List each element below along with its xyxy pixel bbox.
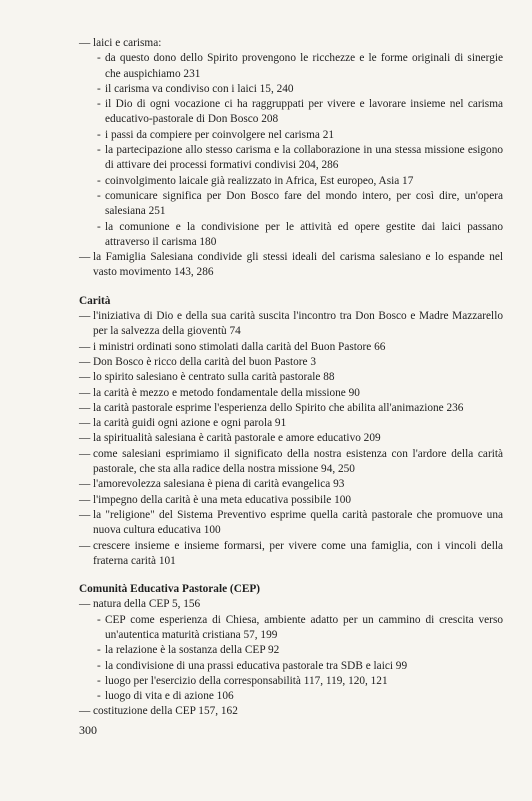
index-entry: — l'impegno della carità è una meta educativa possibile 100: [79, 493, 503, 508]
index-entry: — la carità è mezzo e metodo fondamentale della missione 90: [79, 386, 503, 401]
index-content: [79, 36, 503, 720]
section-heading: Comunità Educativa Pastorale (CEP): [79, 583, 261, 596]
index-entry: — l'amorevolezza salesiana è piena di carità evangelica 93: [79, 477, 503, 492]
index-entry: — la spiritualità salesiana è carità pastorale e amore educativo 209: [79, 431, 503, 446]
index-subentry: - luogo per l'esercizio della corresponsabilità 117, 119, 120, 121: [79, 674, 503, 689]
index-entry: — la "religione" del Sistema Preventivo esprime quella carità pastorale che promuove una nuova cultura educativa 100: [79, 508, 503, 539]
index-entry: — i ministri ordinati sono stimolati dalla carità del Buon Pastore 66: [79, 340, 503, 355]
index-subentry: - i passi da compiere per coinvolgere nel carisma 21: [79, 128, 503, 143]
index-subentry: - CEP come esperienza di Chiesa, ambiente adatto per un cammino di crescita verso un'autentica maturità cristiana 57, 199: [79, 613, 503, 644]
index-subentry: - la partecipazione allo stesso carisma e la collaborazione in una stessa missione esigono di attivare dei processi formativi condivisi 204, 286: [79, 143, 503, 174]
index-entry: — la carità guidi ogni azione e ogni parola 91: [79, 416, 503, 431]
index-subentry: - luogo di vita e di azione 106: [79, 689, 503, 704]
page-number: 300: [79, 723, 97, 737]
index-entry: — la Famiglia Salesiana condivide gli stessi ideali del carisma salesiano e lo espande nel vasto movimento 143, 286: [79, 250, 503, 281]
index-subentry: - la condivisione di una prassi educativa pastorale tra SDB e laici 99: [79, 659, 503, 674]
index-section-laici: [79, 36, 503, 281]
index-entry: — Don Bosco è ricco della carità del buon Pastore 3: [79, 355, 503, 370]
index-section-cep: [79, 582, 503, 720]
index-section-carita: [79, 294, 503, 569]
index-entry: — natura della CEP 5, 156: [79, 597, 503, 612]
section-heading: Carità: [79, 294, 111, 307]
index-entry: — laici e carisma:: [79, 36, 503, 51]
index-subentry: - da questo dono dello Spirito provengono le ricchezze e le forme originali di sinergie che auspichiamo 231: [79, 51, 503, 82]
index-entry: — la carità pastorale esprime l'esperienza dello Spirito che abilita all'animazione 236: [79, 401, 503, 416]
index-subentry: - il Dio di ogni vocazione ci ha raggruppati per vivere e lavorare insieme nel carisma educativo-pastorale di Don Bosco 208: [79, 97, 503, 128]
index-entry: — come salesiani esprimiamo il significato della nostra esistenza con l'ardore della carità pastorale, che sta alla radice della nostra missione 94, 250: [79, 447, 503, 478]
index-entry: — l'iniziativa di Dio e della sua carità suscita l'incontro tra Don Bosco e Madre Mazzarello per la salvezza della gioventù 74: [79, 309, 503, 340]
index-entry: — lo spirito salesiano è centrato sulla carità pastorale 88: [79, 370, 503, 385]
index-subentry: - la relazione è la sostanza della CEP 92: [79, 643, 503, 658]
index-subentry: - la comunione e la condivisione per le attività ed opere gestite dai laici passano attraverso il carisma 180: [79, 220, 503, 251]
index-subentry: - coinvolgimento laicale già realizzato in Africa, Est europeo, Asia 17: [79, 174, 503, 189]
index-entry: — crescere insieme e insieme formarsi, per vivere come una famiglia, con i vincoli della fraterna carità 101: [79, 539, 503, 570]
index-entry: — costituzione della CEP 157, 162: [79, 704, 503, 719]
index-subentry: - il carisma va condiviso con i laici 15, 240: [79, 82, 503, 97]
index-subentry: - comunicare significa per Don Bosco fare del mondo intero, per così dire, un'opera salesiana 251: [79, 189, 503, 220]
